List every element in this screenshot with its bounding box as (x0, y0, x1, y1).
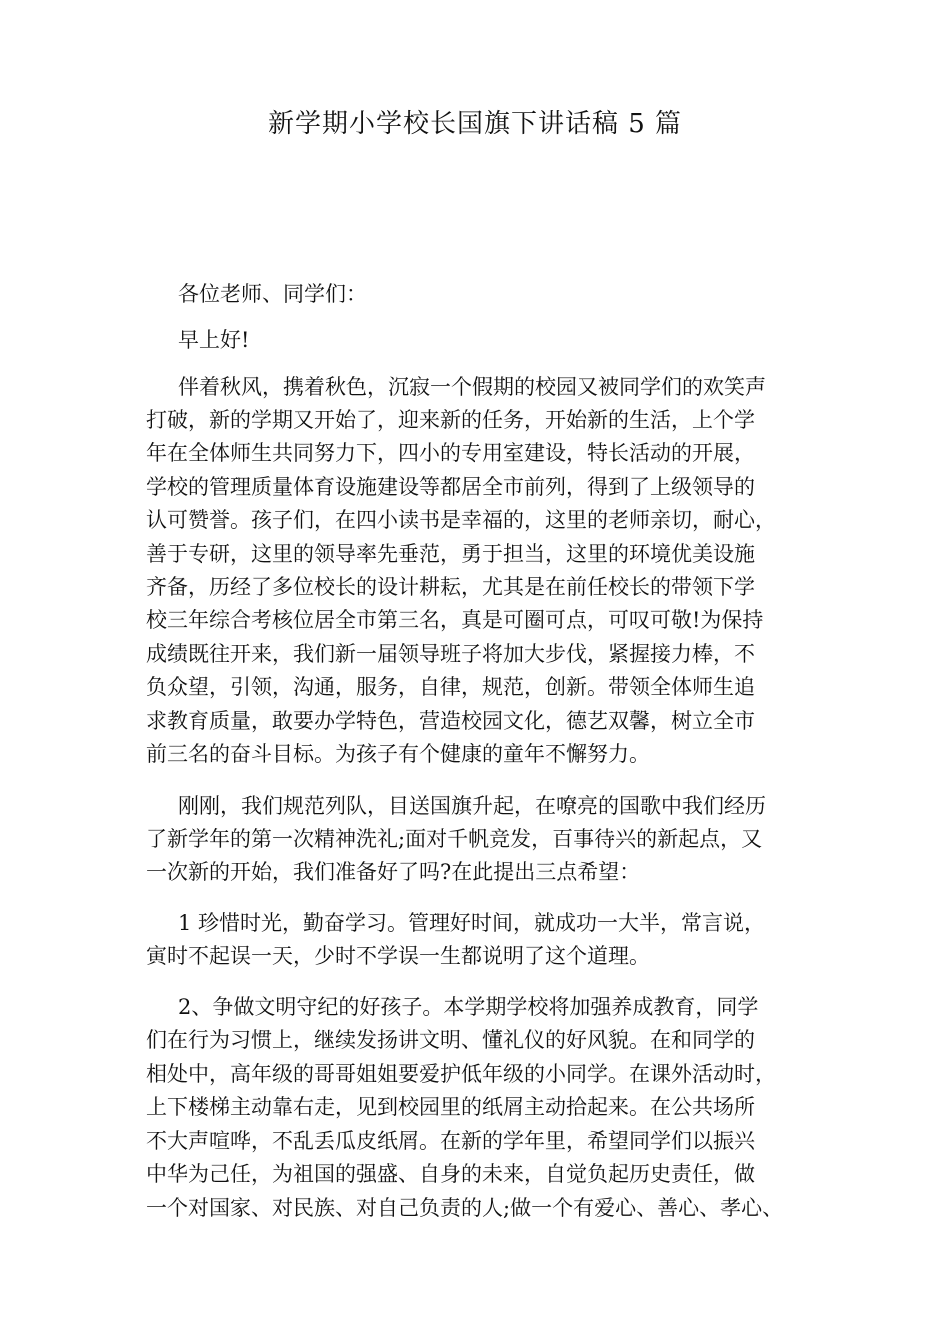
text-line: 1 珍惜时光，勤奋学习。管理好时间，就成功一大半，常言说， (178, 911, 766, 935)
text-line: 认可赞誉。孩子们，在四小读书是幸福的，这里的老师亲切，耐心， (146, 508, 776, 532)
text-line: 前三名的奋斗目标。为孩子有个健康的童年不懈努力。 (146, 742, 650, 766)
page-title: 新学期小学校长国旗下讲话稿 5 篇 (267, 109, 683, 139)
text-line: 不大声喧哗，不乱丢瓜皮纸屑。在新的学年里，希望同学们以振兴 (146, 1129, 755, 1153)
text-line: 们在行为习惯上，继续发扬讲文明、懂礼仪的好风貌。在和同学的 (146, 1028, 755, 1052)
text-line: 上下楼梯主动靠右走，见到校园里的纸屑主动拾起来。在公共场所 (146, 1095, 755, 1119)
text-line: 学校的管理质量体育设施建设等都居全市前列，得到了上级领导的 (146, 475, 755, 499)
text-line: 各位老师、同学们： (178, 282, 367, 306)
text-line: 中华为己任，为祖国的强盛、自身的未来，自觉负起历史责任，做 (146, 1162, 755, 1186)
text-line: 相处中，高年级的哥哥姐姐要爱护低年级的小同学。在课外活动时， (146, 1062, 776, 1086)
text-line: 一次新的开始，我们准备好了吗?在此提出三点希望： (146, 860, 641, 884)
text-line: 校三年综合考核位居全市第三名，真是可圈可点，可叹可敬!为保持 (146, 608, 764, 632)
text-line: 齐备，历经了多位校长的设计耕耘，尤其是在前任校长的带领下学 (146, 575, 755, 599)
text-line: 打破，新的学期又开始了，迎来新的任务，开始新的生活，上个学 (146, 408, 755, 432)
text-line: 负众望，引领，沟通，服务，自律，规范，创新。带领全体师生追 (146, 675, 755, 699)
text-line: 善于专研，这里的领导率先垂范，勇于担当，这里的环境优美设施 (146, 542, 755, 566)
text-line: 刚刚，我们规范列队，目送国旗升起，在嘹亮的国歌中我们经历 (178, 794, 766, 818)
text-line: 了新学年的第一次精神洗礼;面对千帆竞发，百事待兴的新起点，又 (146, 827, 763, 851)
text-line: 寅时不起误一天，少时不学误一生都说明了这个道理。 (146, 944, 650, 968)
text-line: 一个对国家、对民族、对自己负责的人;做一个有爱心、善心、孝心、 (146, 1196, 784, 1220)
text-line: 早上好! (178, 328, 250, 352)
text-line: 求教育质量，敢要办学特色，营造校园文化，德艺双馨，树立全市 (146, 709, 755, 733)
text-line: 成绩既往开来，我们新一届领导班子将加大步伐，紧握接力棒，不 (146, 642, 755, 666)
text-line: 年在全体师生共同努力下，四小的专用室建设，特长活动的开展， (146, 441, 755, 465)
text-line: 2、争做文明守纪的好孩子。本学期学校将加强养成教育，同学 (178, 995, 759, 1019)
text-line: 伴着秋风，携着秋色，沉寂一个假期的校园又被同学们的欢笑声 (178, 375, 766, 399)
